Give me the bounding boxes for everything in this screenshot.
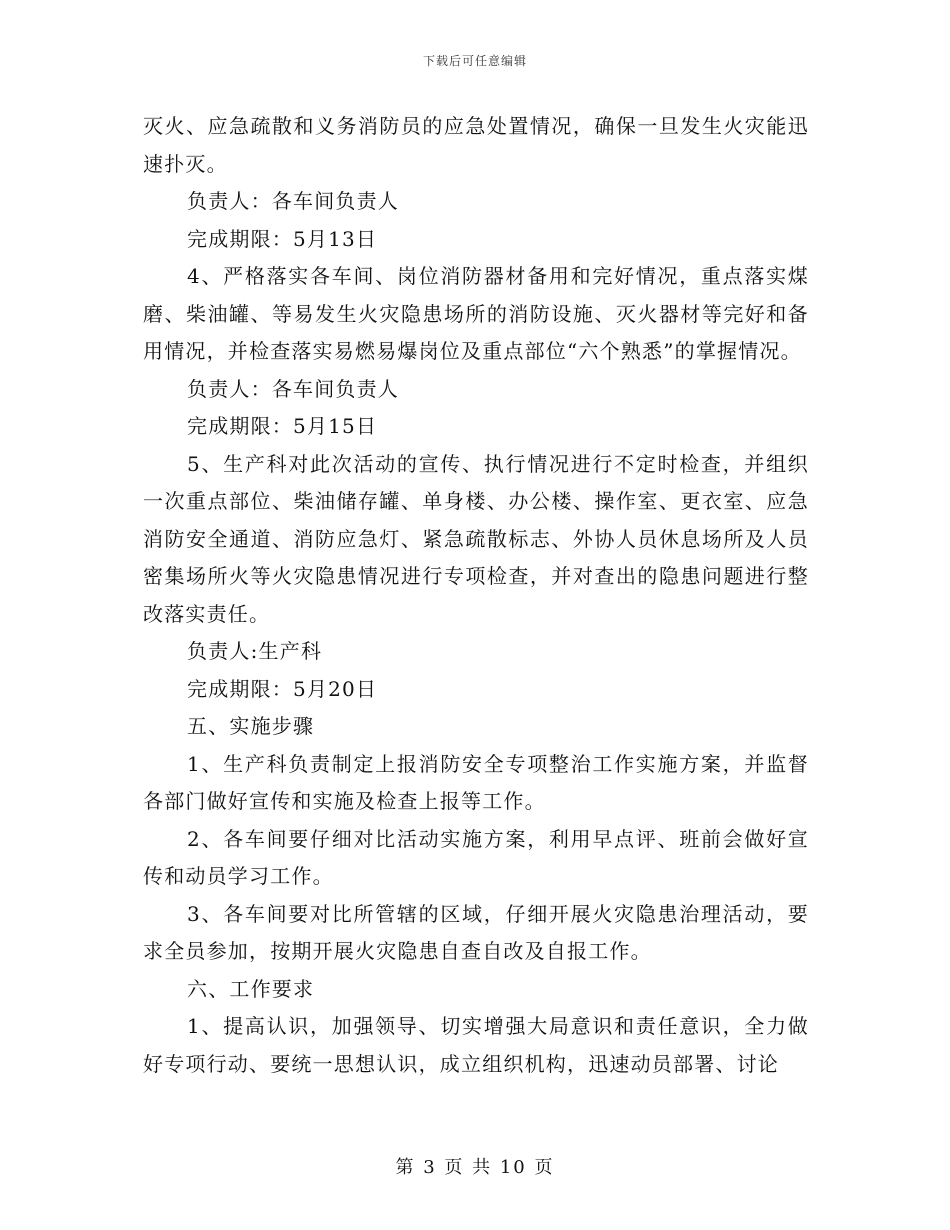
paragraph: 2、各车间要仔细对比活动实施方案，利用早点评、班前会做好宣传和动员学习工作。 <box>143 826 809 888</box>
paragraph: 4、严格落实各车间、岗位消防器材备用和完好情况，重点落实煤磨、柴油罐、等易发生火灾隐患场所的消防设施、灭火器材等完好和备用情况，并检查落实易燃易爆岗位及重点部位“六个熟悉”的掌握情况。 <box>143 264 809 363</box>
paragraph: 3、各车间要对比所管辖的区域，仔细开展火灾隐患治理活动，要求全员参加，按期开展火灾隐患自查自改及自报工作。 <box>143 901 809 963</box>
document-body <box>143 108 809 1083</box>
page-header: 下载后可任意编辑 <box>422 54 527 68</box>
paragraph: 5、生产科对此次活动的宣传、执行情况进行不定时检查，并组织一次重点部位、柴油储存罐、单身楼、办公楼、操作室、更衣室、应急消防安全通道、消防应急灯、紧急疏散标志、外协人员休息场所及人员密集场所火等火灾隐患情况进行专项检查，并对查出的隐患问题进行整改落实责任。 <box>143 451 809 626</box>
paragraph: 负责人：各车间负责人 <box>187 376 399 401</box>
paragraph: 完成期限：5月20日 <box>187 676 378 701</box>
page-number-footer: 第 3 页 共 10 页 <box>395 1157 555 1178</box>
paragraph: 1、提高认识，加强领导、切实增强大局意识和责任意识，全力做好专项行动、要统一思想认识，成立组织机构，迅速动员部署、讨论 <box>143 1014 809 1076</box>
paragraph: 负责人:生产科 <box>187 639 323 663</box>
paragraph: 负责人：各车间负责人 <box>187 189 399 213</box>
section-heading: 六、工作要求 <box>187 976 315 1001</box>
paragraph: 灭火、应急疏散和义务消防员的应急处置情况，确保一旦发生火灾能迅速扑灭。 <box>143 114 809 176</box>
paragraph: 完成期限：5月15日 <box>187 414 378 438</box>
paragraph: 1、生产科负责制定上报消防安全专项整治工作实施方案，并监督各部门做好宣传和实施及检查上报等工作。 <box>143 751 809 813</box>
section-heading: 五、实施步骤 <box>187 714 315 738</box>
paragraph: 完成期限：5月13日 <box>187 226 378 251</box>
